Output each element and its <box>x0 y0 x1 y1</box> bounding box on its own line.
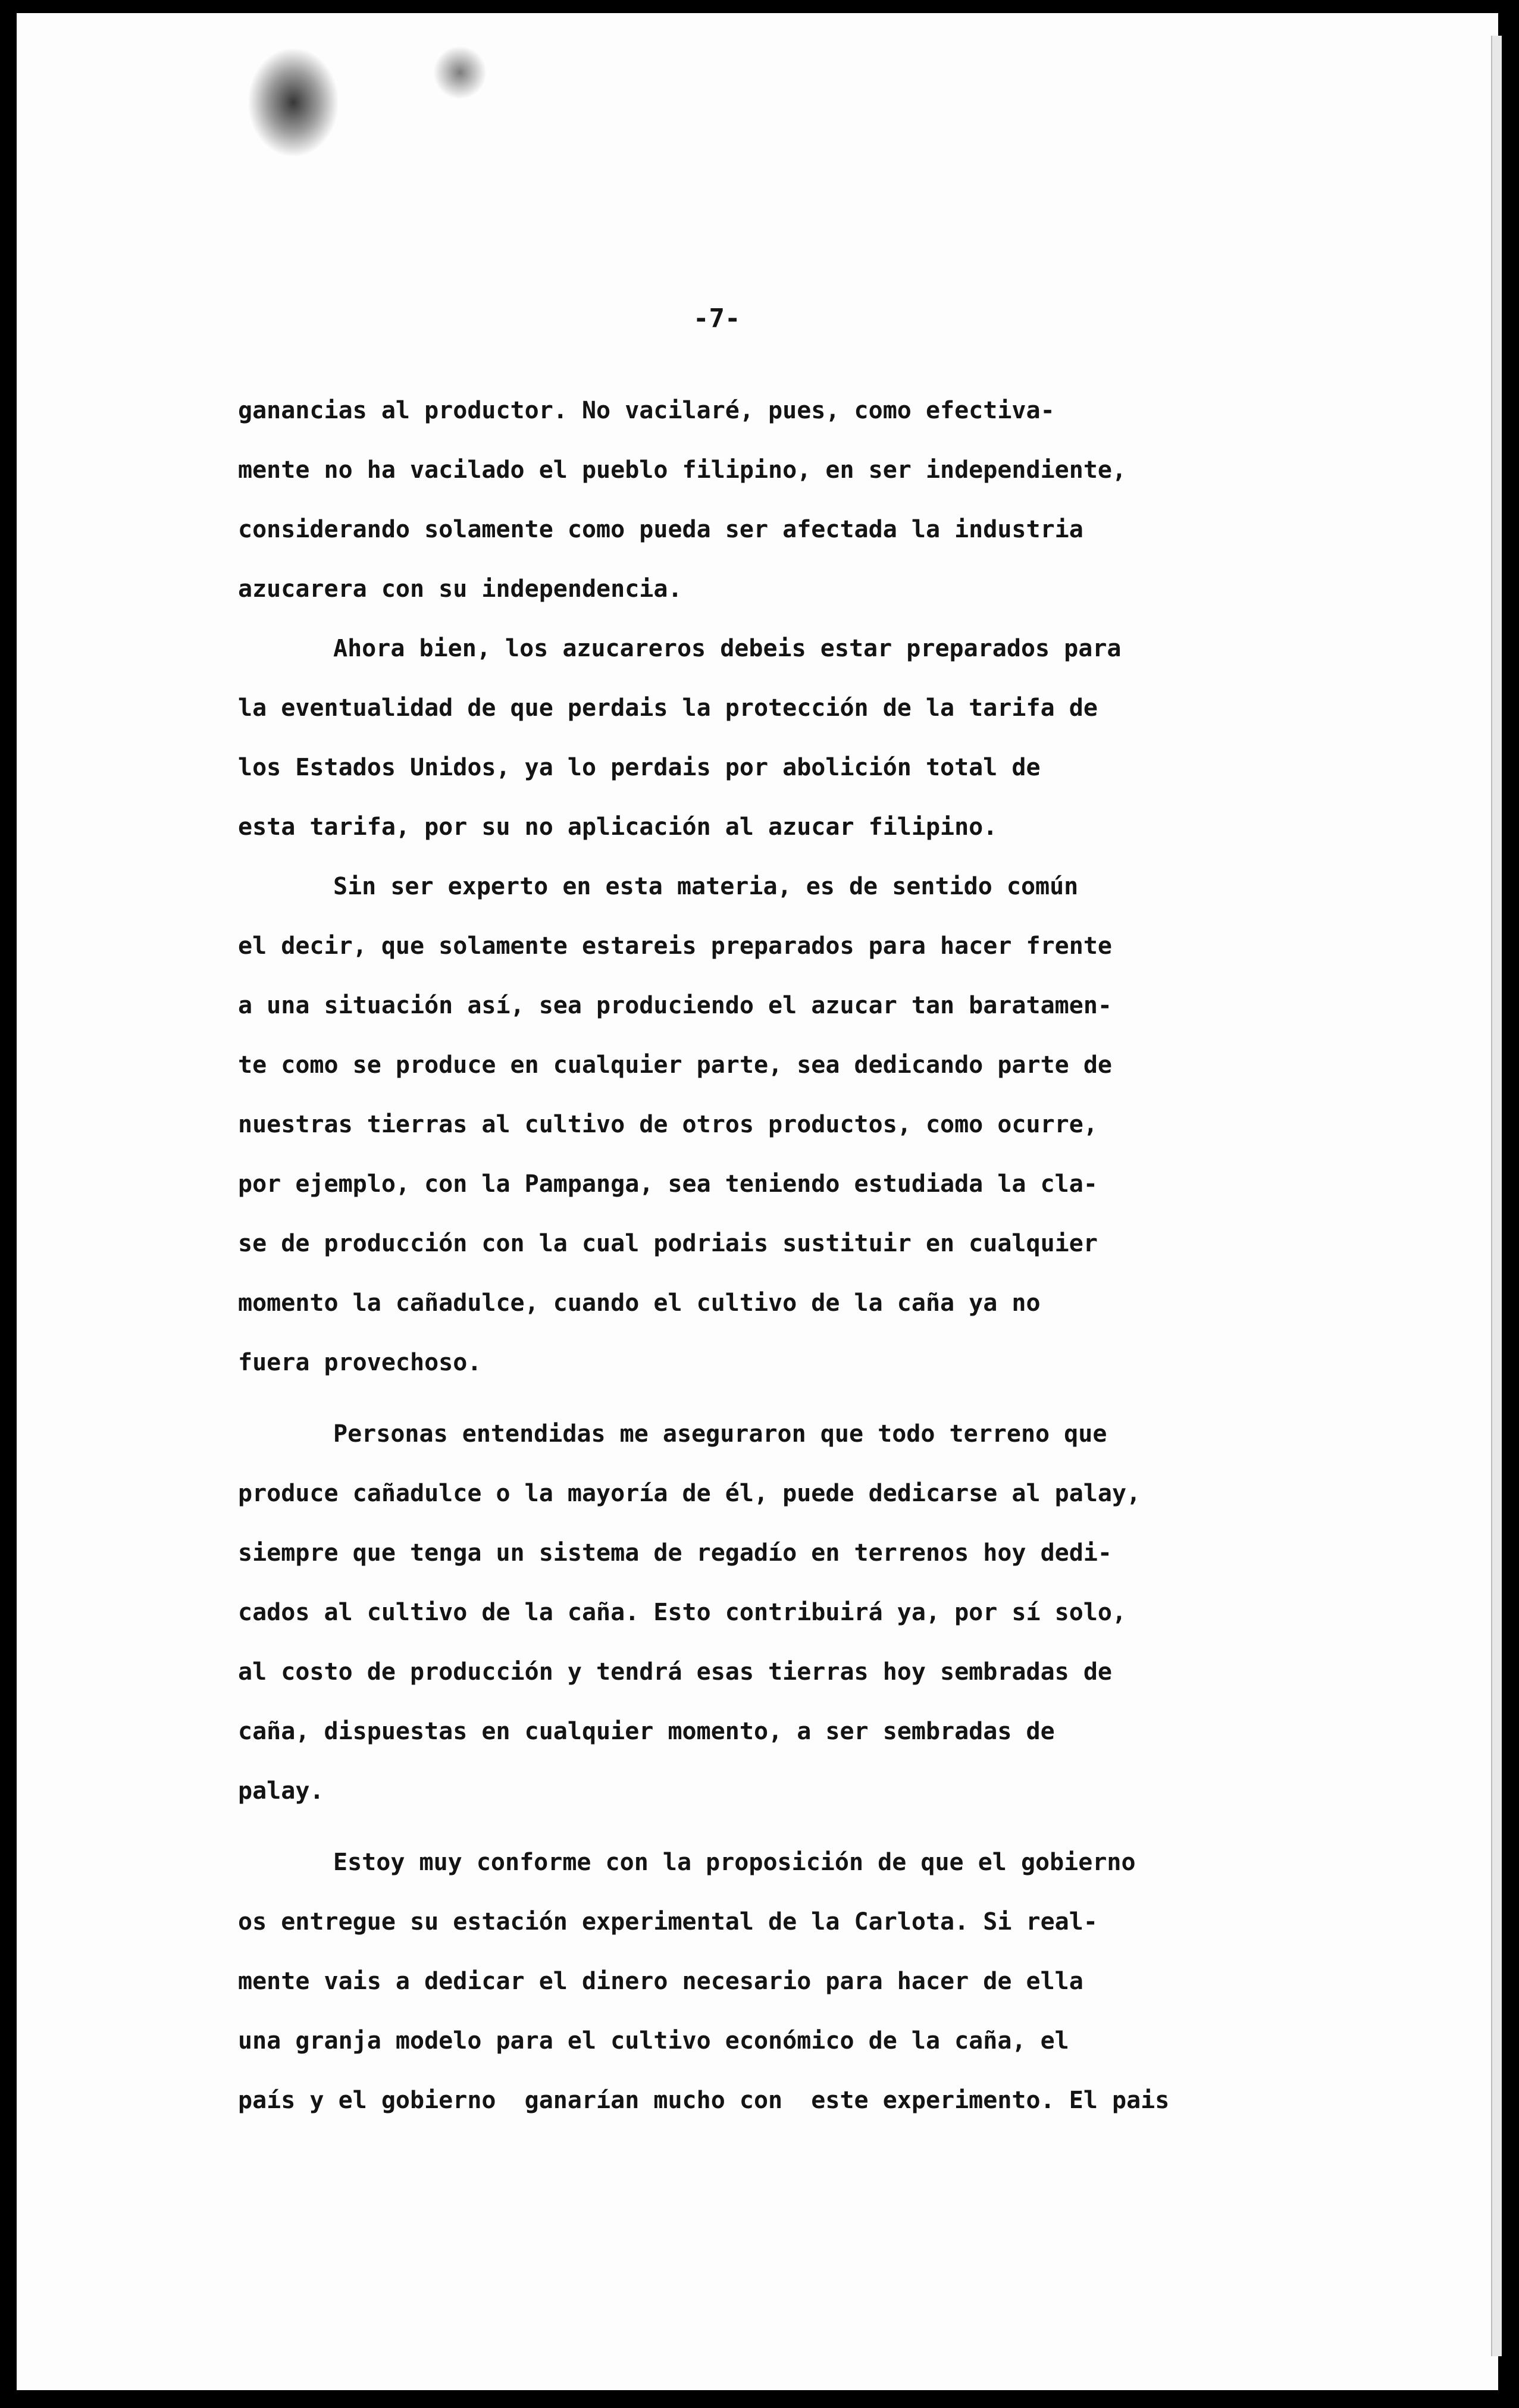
text-line: produce cañadulce o la mayoría de él, puede dedicarse al palay, <box>238 1480 1141 1507</box>
text-line: palay. <box>238 1777 324 1805</box>
text-line: considerando solamente como pueda ser afectada la industria <box>238 516 1083 543</box>
text-line: Sin ser experto en esta materia, es de sentido común <box>333 873 1079 900</box>
text-line: os entregue su estación experimental de la Carlota. Si real- <box>238 1908 1098 1936</box>
text-line: fuera provechoso. <box>238 1349 482 1376</box>
text-line: ganancias al productor. No vacilaré, pues, como efectiva- <box>238 397 1055 424</box>
text-line: se de producción con la cual podriais sustituir en cualquier <box>238 1230 1098 1257</box>
text-line: esta tarifa, por su no aplicación al azucar filipino. <box>238 813 998 841</box>
text-line: azucarera con su independencia. <box>238 575 682 603</box>
paragraph-gap <box>238 1392 1404 1404</box>
ink-smudge <box>433 46 487 99</box>
text-line: a una situación así, sea produciendo el azucar tan baratamen- <box>238 992 1113 1019</box>
ink-smudge <box>249 49 338 156</box>
text-line: Estoy muy conforme con la proposición de que el gobierno <box>333 1849 1136 1876</box>
text-line: por ejemplo, con la Pampanga, sea teniendo estudiada la cla- <box>238 1170 1098 1198</box>
text-line: mente vais a dedicar el dinero necesario para hacer de ella <box>238 1968 1083 1995</box>
text-line: momento la cañadulce, cuando el cultivo de la caña ya no <box>238 1289 1041 1317</box>
text-line: una granja modelo para el cultivo económico de la caña, el <box>238 2027 1069 2055</box>
text-line: Ahora bien, los azucareros debeis estar preparados para <box>333 635 1122 662</box>
page-edge <box>1491 36 1502 2356</box>
text-line: mente no ha vacilado el pueblo filipino, en ser independiente, <box>238 456 1127 484</box>
paragraph-gap <box>238 1821 1404 1833</box>
text-line: siempre que tenga un sistema de regadío en terrenos hoy dedi- <box>238 1539 1113 1567</box>
body-text <box>238 381 1404 2130</box>
text-line: Personas entendidas me aseguraron que todo terreno que <box>333 1420 1107 1448</box>
text-line: país y el gobierno ganarían mucho con este experimento. El pais <box>238 2087 1170 2114</box>
text-line: el decir, que solamente estareis preparados para hacer frente <box>238 932 1113 960</box>
text-line: la eventualidad de que perdais la protección de la tarifa de <box>238 694 1098 722</box>
text-line: los Estados Unidos, ya lo perdais por abolición total de <box>238 754 1041 781</box>
text-line: te como se produce en cualquier parte, sea dedicando parte de <box>238 1051 1113 1079</box>
text-line: al costo de producción y tendrá esas tierras hoy sembradas de <box>238 1658 1113 1686</box>
text-line: caña, dispuestas en cualquier momento, a ser sembradas de <box>238 1718 1055 1745</box>
page-number: -7- <box>693 303 741 334</box>
text-line: nuestras tierras al cultivo de otros productos, como ocurre, <box>238 1111 1098 1138</box>
text-line: cados al cultivo de la caña. Esto contribuirá ya, por sí solo, <box>238 1599 1127 1626</box>
